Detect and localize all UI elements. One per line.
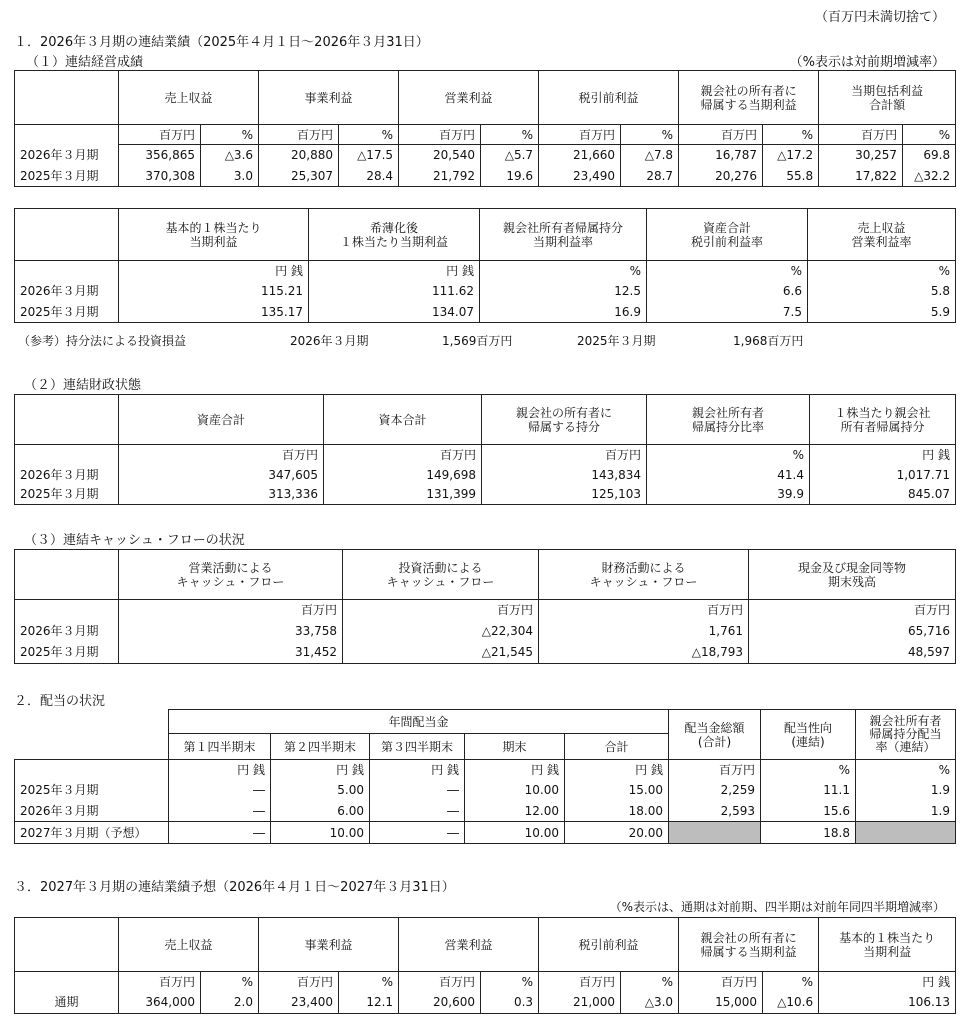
header-investing-cf: 投資活動による キャッシュ・フロー — [343, 550, 539, 600]
label-cell — [15, 125, 119, 145]
unit-cell: 百万円 — [669, 760, 761, 780]
unit-cell: 百万円 — [119, 125, 201, 145]
unit-cell: 百万円 — [679, 125, 763, 145]
operating-results-table — [14, 70, 956, 187]
header-pretax-profit: 税引前利益 — [539, 918, 679, 972]
label-cell — [15, 760, 169, 780]
value-cell: 30,257 — [819, 145, 903, 166]
unit-note: （百万円未満切捨て） — [814, 10, 945, 25]
value-cell: 1.9 — [856, 801, 956, 822]
header-equity-ratio: 親会社所有者 帰属持分比率 — [647, 395, 810, 445]
row-label: 2026年３月期 — [15, 620, 119, 642]
unit-cell: % — [480, 261, 647, 281]
value-cell: △7.8 — [621, 145, 679, 166]
value-cell: ― — [370, 822, 465, 844]
value-cell: 106.13 — [819, 992, 956, 1014]
header-business-profit: 事業利益 — [259, 918, 399, 972]
unit-cell: 百万円 — [119, 600, 343, 620]
value-cell: 111.62 — [309, 281, 480, 302]
value-cell: 21,792 — [399, 166, 481, 187]
corner-cell — [15, 71, 119, 125]
unit-cell: % — [808, 261, 956, 281]
section1-title: １．2026年３月期の連結業績（2025年４月１日～2026年３月31日） — [14, 35, 429, 50]
value-cell: 10.00 — [465, 822, 565, 844]
equity-method-period1: 2026年３月期 — [290, 334, 369, 348]
row-label: 2026年３月期 — [15, 281, 119, 302]
value-cell: 5.8 — [808, 281, 956, 302]
header-basic-eps: 基本的１株当たり 当期利益 — [819, 918, 956, 972]
row-label: 2025年３月期 — [15, 780, 169, 801]
header-operating-profit: 営業利益 — [399, 71, 539, 125]
row-label: 2025年３月期 — [15, 166, 119, 187]
unit-cell: % — [647, 445, 810, 465]
equity-method-value1: 1,569百万円 — [442, 334, 513, 348]
header-comprehensive-income: 当期包括利益 合計額 — [819, 71, 956, 125]
forecast-note: （%表示は、通期は対前期、四半期は対前年同四半期増減率） — [609, 900, 945, 914]
value-cell: 12.00 — [465, 801, 565, 822]
header-pretax-profit: 税引前利益 — [539, 71, 679, 125]
value-cell: △18,793 — [539, 642, 749, 664]
unit-cell: % — [856, 760, 956, 780]
value-cell: △3.6 — [201, 145, 259, 166]
section1-subtitle: （１）連結経営成績 — [26, 55, 144, 70]
header-q2: 第２四半期末 — [271, 734, 370, 760]
section-dividends-title: ２．配当の状況 — [14, 694, 106, 709]
value-cell: 131,399 — [324, 485, 482, 505]
value-cell: 19.6 — [481, 166, 539, 187]
value-cell: 3.0 — [201, 166, 259, 187]
cash-flow-table — [14, 549, 956, 664]
value-cell: 1,761 — [539, 620, 749, 642]
value-cell: △17.5 — [339, 145, 399, 166]
header-roa: 資産合計 税引前利益率 — [647, 209, 808, 261]
value-cell: △3.0 — [621, 992, 679, 1014]
value-cell: 20.00 — [565, 822, 669, 844]
equity-method-period2: 2025年３月期 — [577, 334, 656, 348]
label-cell — [15, 261, 119, 281]
header-q3: 第３四半期末 — [370, 734, 465, 760]
unit-cell: % — [647, 261, 808, 281]
unit-cell: 百万円 — [749, 600, 956, 620]
value-cell: 2.0 — [201, 992, 259, 1014]
unit-cell: % — [763, 125, 819, 145]
section1-note: （%表示は対前期増減率） — [789, 55, 945, 70]
value-cell: ― — [370, 801, 465, 822]
unit-cell: 百万円 — [324, 445, 482, 465]
value-cell: ― — [169, 801, 271, 822]
section2-subtitle: （２）連結財政状態 — [24, 378, 142, 393]
header-cash-balance: 現金及び現金同等物 期末残高 — [749, 550, 956, 600]
equity-method-label: （参考）持分法による投資損益 — [18, 334, 187, 348]
corner-cell — [15, 209, 119, 261]
unit-cell: 百万円 — [343, 600, 539, 620]
value-cell: △17.2 — [763, 145, 819, 166]
header-operating-profit: 営業利益 — [399, 918, 539, 972]
value-cell: 28.7 — [621, 166, 679, 187]
value-cell: 31,452 — [119, 642, 343, 664]
row-label: 2026年３月期 — [15, 145, 119, 166]
value-cell: 143,834 — [482, 465, 647, 485]
row-label: 2025年３月期 — [15, 485, 119, 505]
unit-cell: 百万円 — [482, 445, 647, 465]
value-cell: 313,336 — [119, 485, 324, 505]
row-label: 2026年３月期 — [15, 465, 119, 485]
value-cell: 7.5 — [647, 302, 808, 323]
value-cell: ― — [169, 822, 271, 844]
value-cell: 48,597 — [749, 642, 956, 664]
value-cell: 149,698 — [324, 465, 482, 485]
unit-cell: 円 銭 — [271, 760, 370, 780]
financial-position-table — [14, 394, 956, 505]
corner-cell — [15, 734, 169, 760]
value-cell: △5.7 — [481, 145, 539, 166]
per-share-table — [14, 208, 956, 323]
section3-subtitle: （３）連結キャッシュ・フローの状況 — [24, 533, 245, 548]
value-cell: 20,276 — [679, 166, 763, 187]
value-cell: 6.00 — [271, 801, 370, 822]
header-year-end: 期末 — [465, 734, 565, 760]
header-total-equity: 資本合計 — [324, 395, 482, 445]
unit-cell: 百万円 — [119, 445, 324, 465]
value-cell: ― — [370, 780, 465, 801]
row-label: 2027年３月期（予想） — [15, 822, 169, 844]
equity-method-value2: 1,968百万円 — [733, 334, 804, 348]
unit-cell: 円 銭 — [810, 445, 956, 465]
header-q1: 第１四半期末 — [169, 734, 271, 760]
unit-cell: 百万円 — [819, 125, 903, 145]
value-cell: 1,017.71 — [810, 465, 956, 485]
value-cell: 15.6 — [761, 801, 856, 822]
header-net-profit: 親会社の所有者に 帰属する当期利益 — [679, 71, 819, 125]
value-cell: 2,259 — [669, 780, 761, 801]
value-cell: 55.8 — [763, 166, 819, 187]
unit-cell: 百万円 — [259, 972, 339, 992]
value-cell: 17,822 — [819, 166, 903, 187]
unit-cell: % — [763, 972, 819, 992]
value-cell: 33,758 — [119, 620, 343, 642]
unit-cell: % — [621, 125, 679, 145]
unit-cell: % — [761, 760, 856, 780]
value-cell: 115.21 — [119, 281, 309, 302]
value-cell: 15.00 — [565, 780, 669, 801]
header-total-assets: 資産合計 — [119, 395, 324, 445]
header-diluted-eps: 希薄化後 １株当たり当期利益 — [309, 209, 480, 261]
corner-cell — [15, 918, 119, 972]
value-cell: 16,787 — [679, 145, 763, 166]
label-cell — [15, 972, 119, 992]
header-revenue: 売上収益 — [119, 71, 259, 125]
row-label: 2025年３月期 — [15, 642, 119, 664]
header-doe: 親会社所有者 帰属持分配当 率（連結） — [856, 710, 956, 760]
value-cell: 25,307 — [259, 166, 339, 187]
value-cell: 39.9 — [647, 485, 810, 505]
unit-cell: % — [481, 125, 539, 145]
dividends-table — [14, 709, 956, 844]
unit-cell: % — [339, 972, 399, 992]
corner-cell — [15, 710, 169, 734]
value-cell: 845.07 — [810, 485, 956, 505]
value-cell: 28.4 — [339, 166, 399, 187]
unit-cell: % — [481, 972, 539, 992]
unit-cell: 百万円 — [259, 125, 339, 145]
value-cell: △10.6 — [763, 992, 819, 1014]
value-cell: 10.00 — [271, 822, 370, 844]
row-label: 2026年３月期 — [15, 801, 169, 822]
value-cell: 6.6 — [647, 281, 808, 302]
header-owners-equity: 親会社の所有者に 帰属する持分 — [482, 395, 647, 445]
value-cell: 20,880 — [259, 145, 339, 166]
unit-cell: 円 銭 — [309, 261, 480, 281]
value-cell: 370,308 — [119, 166, 201, 187]
value-cell: 135.17 — [119, 302, 309, 323]
value-cell: 23,490 — [539, 166, 621, 187]
header-payout-ratio: 配当性向 (連結) — [761, 710, 856, 760]
value-cell: 12.1 — [339, 992, 399, 1014]
value-cell: 12.5 — [480, 281, 647, 302]
value-cell: △32.2 — [903, 166, 956, 187]
unit-cell: 円 銭 — [465, 760, 565, 780]
header-operating-margin: 売上収益 営業利益率 — [808, 209, 956, 261]
value-cell: △22,304 — [343, 620, 539, 642]
forecast-table — [14, 917, 956, 1014]
unit-cell: % — [201, 972, 259, 992]
value-cell: 5.9 — [808, 302, 956, 323]
shaded-cell — [856, 822, 956, 844]
header-total: 合計 — [565, 734, 669, 760]
header-financing-cf: 財務活動による キャッシュ・フロー — [539, 550, 749, 600]
header-net-profit: 親会社の所有者に 帰属する当期利益 — [679, 918, 819, 972]
value-cell: 10.00 — [465, 780, 565, 801]
header-revenue: 売上収益 — [119, 918, 259, 972]
value-cell: 21,660 — [539, 145, 621, 166]
unit-cell: 百万円 — [539, 972, 621, 992]
unit-cell: % — [339, 125, 399, 145]
unit-cell: 百万円 — [539, 125, 621, 145]
unit-cell: 円 銭 — [119, 261, 309, 281]
unit-cell: 百万円 — [399, 125, 481, 145]
unit-cell: 百万円 — [119, 972, 201, 992]
value-cell: ― — [169, 780, 271, 801]
value-cell: 0.3 — [481, 992, 539, 1014]
value-cell: 21,000 — [539, 992, 621, 1014]
shaded-cell — [669, 822, 761, 844]
value-cell: 2,593 — [669, 801, 761, 822]
label-cell — [15, 600, 119, 620]
value-cell: 20,600 — [399, 992, 481, 1014]
value-cell: 23,400 — [259, 992, 339, 1014]
corner-cell — [15, 395, 119, 445]
header-dividend-total: 配当金総額 (合計) — [669, 710, 761, 760]
value-cell: 65,716 — [749, 620, 956, 642]
header-basic-eps: 基本的１株当たり 当期利益 — [119, 209, 309, 261]
unit-cell: 円 銭 — [819, 972, 956, 992]
header-roe: 親会社所有者帰属持分 当期利益率 — [480, 209, 647, 261]
value-cell: 16.9 — [480, 302, 647, 323]
unit-cell: 円 銭 — [169, 760, 271, 780]
unit-cell: 円 銭 — [565, 760, 669, 780]
header-operating-cf: 営業活動による キャッシュ・フロー — [119, 550, 343, 600]
value-cell: 18.8 — [761, 822, 856, 844]
value-cell: 134.07 — [309, 302, 480, 323]
header-business-profit: 事業利益 — [259, 71, 399, 125]
unit-cell: 百万円 — [679, 972, 763, 992]
value-cell: 15,000 — [679, 992, 763, 1014]
unit-cell: % — [621, 972, 679, 992]
value-cell: 18.00 — [565, 801, 669, 822]
unit-cell: 円 銭 — [370, 760, 465, 780]
value-cell: 69.8 — [903, 145, 956, 166]
value-cell: 41.4 — [647, 465, 810, 485]
value-cell: 356,865 — [119, 145, 201, 166]
value-cell: 364,000 — [119, 992, 201, 1014]
header-bps: １株当たり親会社 所有者帰属持分 — [810, 395, 956, 445]
value-cell: 125,103 — [482, 485, 647, 505]
unit-cell: % — [201, 125, 259, 145]
value-cell: 5.00 — [271, 780, 370, 801]
value-cell: 1.9 — [856, 780, 956, 801]
header-annual-dividend: 年間配当金 — [169, 710, 669, 734]
section-forecast-title: ３．2027年３月期の連結業績予想（2026年４月１日～2027年３月31日） — [14, 880, 455, 895]
row-label: 2025年３月期 — [15, 302, 119, 323]
value-cell: 11.1 — [761, 780, 856, 801]
value-cell: △21,545 — [343, 642, 539, 664]
value-cell: 20,540 — [399, 145, 481, 166]
unit-cell: 百万円 — [399, 972, 481, 992]
value-cell: 347,605 — [119, 465, 324, 485]
row-label: 通期 — [15, 992, 119, 1014]
corner-cell — [15, 550, 119, 600]
label-cell — [15, 445, 119, 465]
unit-cell: 百万円 — [539, 600, 749, 620]
unit-cell: % — [903, 125, 956, 145]
